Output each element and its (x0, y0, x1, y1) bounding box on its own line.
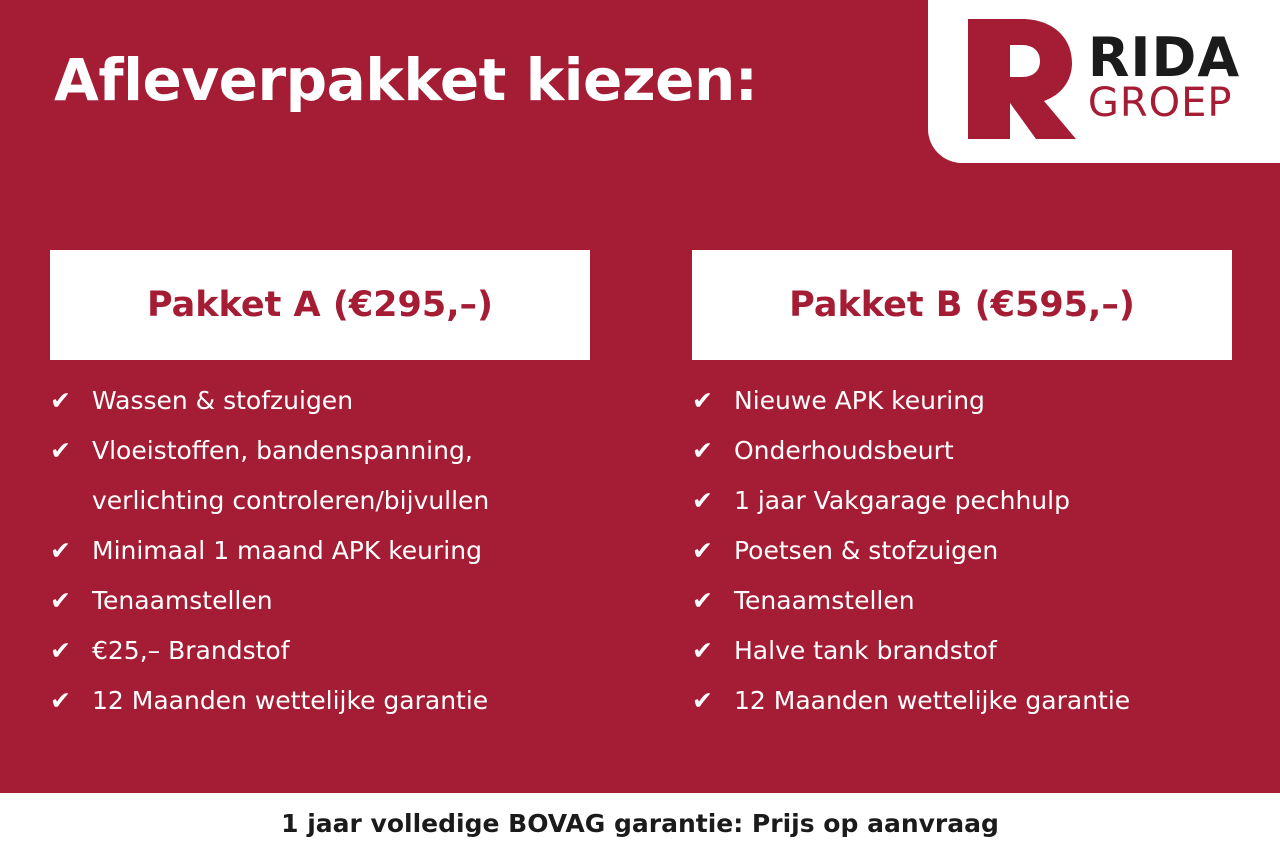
brand-logo-card (928, 0, 1280, 163)
check-icon: ✔ (50, 536, 71, 565)
page-title: Afleverpakket kiezen: (54, 46, 758, 114)
package-b-header (692, 250, 1232, 360)
feature-label: 12 Maanden wettelijke garantie (92, 686, 489, 715)
feature-label: 12 Maanden wettelijke garantie (734, 686, 1131, 715)
footer-note: 1 jaar volledige BOVAG garantie: Prijs op aanvraag (281, 808, 999, 838)
feature-label: Wassen & stofzuigen (92, 386, 354, 415)
list-item (50, 676, 590, 726)
package-a-title: Pakket A (€295,–) (146, 285, 494, 325)
check-icon: ✔ (692, 636, 713, 665)
package-b-feature-list (692, 376, 1232, 726)
check-icon: ✔ (692, 536, 713, 565)
feature-label: Tenaamstellen (734, 586, 915, 615)
feature-label: 1 jaar Vakgarage pechhulp (734, 486, 1070, 515)
package-list (0, 250, 1280, 726)
list-item (50, 376, 590, 426)
list-item (50, 526, 590, 576)
list-item (692, 526, 1232, 576)
feature-label: Vloeistoffen, bandenspanning, verlichting controleren/bijvullen (92, 436, 490, 515)
list-item (692, 576, 1232, 626)
check-icon: ✔ (692, 486, 713, 515)
brand-name-primary: RIDA (1087, 26, 1241, 90)
package-card-b (692, 250, 1232, 726)
package-a-feature-list (50, 376, 590, 726)
footer-bar (0, 793, 1280, 853)
list-item (50, 426, 590, 526)
feature-label: Nieuwe APK keuring (734, 386, 985, 415)
package-card-a (50, 250, 590, 726)
check-icon: ✔ (692, 686, 713, 715)
check-icon: ✔ (50, 436, 71, 465)
brand-logo (960, 15, 1240, 141)
list-item (692, 476, 1232, 526)
feature-label: €25,– Brandstof (92, 636, 290, 665)
check-icon: ✔ (50, 636, 71, 665)
feature-label: Onderhoudsbeurt (734, 436, 954, 465)
check-icon: ✔ (692, 386, 713, 415)
package-a-header (50, 250, 590, 360)
rida-r-monogram-icon (960, 15, 1078, 141)
feature-label: Minimaal 1 maand APK keuring (92, 536, 482, 565)
check-icon: ✔ (50, 686, 71, 715)
list-item (50, 576, 590, 626)
brand-name-secondary: GROEP (1087, 79, 1233, 126)
list-item (692, 626, 1232, 676)
list-item (50, 626, 590, 676)
brand-wordmark (1087, 26, 1241, 126)
check-icon: ✔ (50, 586, 71, 615)
check-icon: ✔ (692, 436, 713, 465)
check-icon: ✔ (692, 586, 713, 615)
feature-label: Halve tank brandstof (734, 636, 997, 665)
list-item (692, 426, 1232, 476)
feature-label: Tenaamstellen (92, 586, 273, 615)
list-item (692, 676, 1232, 726)
list-item (692, 376, 1232, 426)
check-icon: ✔ (50, 386, 71, 415)
feature-label: Poetsen & stofzuigen (734, 536, 999, 565)
package-b-title: Pakket B (€595,–) (789, 285, 1135, 325)
